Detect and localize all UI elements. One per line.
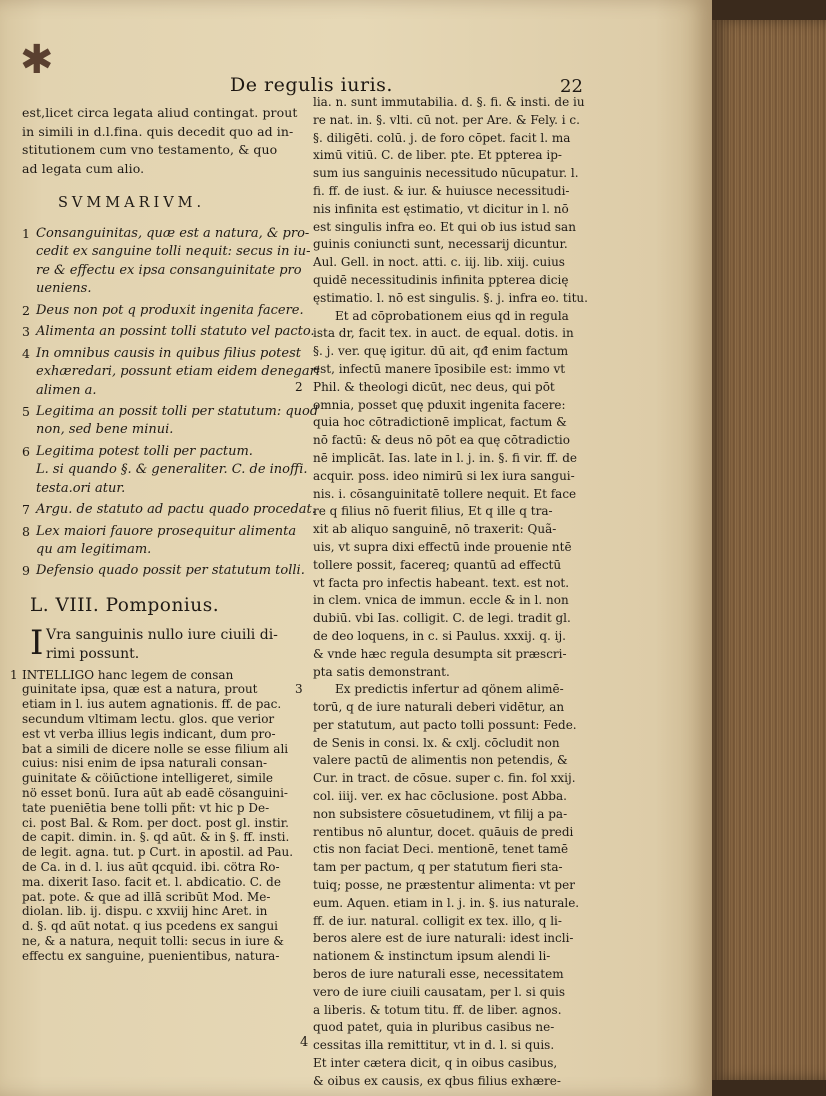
text-line: sum ius sanguinis necessitudo nūcupatur. l. [313,166,579,181]
text-line: de deo loquens, in c. si Paulus. xxxij. q. ij. [313,628,566,643]
text-line: ci. post Bal. & Rom. per doct. post gl. instir. [22,815,289,830]
text-line: ma. dixerit Iaso. facit et. l. abdicatio. C. de [22,874,281,889]
commentary-text [10,667,304,964]
text-line: uis, vt supra dixi effectū inde prouenie ntē [313,539,572,554]
summary-number: 6 [22,443,30,459]
text-line: quia hoc cōtradictionē implicat, factum & [313,415,567,430]
text-line: rimi possunt. [46,645,140,662]
text-line: nö esset bonū. Iura aūt ab eadē cösanguini- [22,786,288,800]
text-line: est singulis infra eo. Et qui ob ius istud san [313,219,576,234]
text-line: cessitas illa remittitur, vt in d. l. si quis. [313,1038,555,1053]
text-line: cuius: nisi enim de ipsa naturali consan- [22,756,268,771]
summary-line: Consanguinitas, quæ est a natura, & pro- [36,225,310,241]
text-line: pta satis demonstrant. [313,664,450,679]
summary-number: 1 [22,225,30,241]
summary-item [22,562,304,581]
summary-number: 7 [22,502,30,518]
lead-paragraph [22,622,304,664]
summary-number: 2 [22,302,30,318]
summary-line: In omnibus causis in quibus filius potest [36,345,301,361]
text-line: guinitate & cöiūctione intelligeret, simile [22,771,274,786]
marginal-number: 3 [295,682,303,697]
text-line: ctis non faciat Deci. mentionē, tenet tamē [313,842,569,857]
text-line: nē implicāt. Ias. late in l. j. in. §. fi vir. ff. de [313,450,577,465]
text-line: lia. n. sunt immutabilia. d. §. fi. & insti. de iu [313,95,585,109]
text-line: a liberis. & totum titu. ff. de liber. agnos. [313,1002,562,1017]
text-line: dubiū. vbi Ias. colligit. C. de legi. tradit gl. [313,611,571,626]
summary-line: Deus non pot q produxit ingenita facere. [36,302,304,318]
summary-heading: SVMMARIVM. [58,195,206,212]
text-line: per statutum, aut pacto tolli possunt: Fede. [313,717,577,732]
text-line: tollere possit, facereq; quantū ad effectū [313,557,562,572]
text-line: nō factū: & deus nō pōt ea quę cōtradictio [313,433,570,448]
text-line: 3 Ex predictis infertur ad qönem alimē- [313,681,706,699]
summary-item [22,403,319,440]
summary-number: 5 [22,404,30,419]
summary-line: Legitima an possit tolli per statutum: quod [36,404,319,419]
text-line: de legit. agna. tut. p Curt. in apostil. ad Pau. [22,845,294,860]
summary-line: qu am legitimam. [36,542,152,558]
summary-line: ueniens. [36,281,92,297]
text-line: ne, & a natura, nequit tolli: secus in iure & [22,933,284,948]
folio-number: 22 [560,76,583,97]
summary-item [22,323,315,342]
text-line: secundum vltimam lectu. glos. que verior [22,712,275,727]
text-line: bat a simili de dicere nolle se esse filium ali [22,741,289,756]
text-line: ximū vitiū. C. de liber. pte. Et ppterea ip- [313,148,562,163]
summary-line: re & effectu ex ipsa consanguinitate pro [36,262,302,278]
text-line: Et inter cætera dicit, q in oibus casibus, [313,1056,558,1071]
summary-line: testa.ori atur. [36,480,126,496]
text-line: in simili in d.l.fina. quis decedit quo ad in- [22,123,294,139]
text-line: nis infinita est ęstimatio, vt dicitur in l. nō [313,201,569,216]
text-line: beros de iure naturali esse, necessitatem [313,967,564,982]
text-line: eum. Aquen. etiam in l. j. in. §. ius naturale. [313,895,580,910]
text-line: col. iiij. ver. ex hac cōclusione. post Abba. [313,789,567,804]
summary-line: Alimenta an possint tolli statuto vel pacto. [36,324,315,340]
text-line: diolan. lib. ij. dispu. c xxviij hinc Aret. in [22,904,268,919]
text-line: & oibus ex causis, ex qbus filius exhære- [313,1073,561,1088]
summary-item [22,501,316,520]
text-line: est, infectū manere īposibile est: immo vt [313,361,566,376]
summary-line: Defensio quado possit per statutum tolli. [36,563,305,579]
summary-item [22,523,304,560]
left-column [10,104,320,964]
text-line: d. §. qd aūt notat. q ius pcedens ex sangui [22,919,279,934]
marginal-number: 4 [300,1035,309,1050]
text-line: 2 Phil. & theologi dicūt, nec deus, qui pōt [313,379,706,397]
text-line: quod patet, quia in pluribus casibus ne- [313,1020,555,1035]
marginal-number: 2 [295,379,303,394]
text-line: omnia, posset quę pduxit ingenita facere: [313,397,566,412]
text-line: ad legata cum alio. [22,160,145,176]
text-line: xit ab aliquo sanguinē, nō traxerit: Quã- [313,522,557,537]
text-line: quidē necessitudinis infinita ppterea dicię [313,272,569,287]
text-line: stitutionem cum vno testamento, & quo [22,142,278,158]
text-line: 1 INTELLIGO hanc legem de consan [10,667,234,682]
text-line: etiam in l. ius autem agnationis. ff. de pac. [22,697,282,712]
text-line: valere pactū de alimentis non petendis, & [313,753,568,768]
drop-capital: I [30,622,44,663]
summary-number: 4 [22,345,30,361]
text-line: beros alere est de iure naturali: idest incli- [313,931,574,946]
summary-number: 3 [22,324,30,340]
summary-item [22,345,320,400]
text-line: vt facta pro infectis habeant. text. est not. [313,575,570,590]
summary-list [22,225,320,581]
summary-line: non, sed bene minui. [36,422,174,438]
text-line: Vra sanguinis nullo iure ciuili di- [46,626,278,643]
summary-item [22,302,304,321]
text-line: est vt verba illius legis indicant, dum pro- [22,726,276,741]
summary-line: Legitima potest tolli per pactum. [36,443,253,459]
text-line: nationem & instinctum ipsum alendi li- [313,949,551,964]
text-line: effectu ex sanguine, puenientibus, natura- [22,948,280,963]
text-line: & vnde hæc regula desumpta sit præscri- [313,646,567,661]
text-line: de Senis in consi. lx. & cxlj. cōcludit non [313,735,560,750]
summary-line: Argu. de statuto ad pactu quado procedat. [36,502,316,518]
text-line: tuiq; posse, ne præstentur alimenta: vt per [313,878,575,893]
text-line: torū, q de iure naturali deberi vidētur, an [313,700,565,715]
summary-item [22,225,311,299]
summary-line: alimen a. [36,382,97,398]
text-line: vero de iure ciuili causatam, per l. si quis [313,984,566,999]
text-line: Cur. in tract. de cōsue. super c. fin. fol xxij. [313,771,576,786]
text-line: tam per pactum, q per statutum fieri sta- [313,860,563,875]
law-heading: L. VIII. Pomponius. [30,595,220,617]
summary-number: 8 [22,523,30,539]
summary-line: Lex maiori fauore prosequitur alimenta [36,523,297,539]
text-line: tate pueniētia bene tolli pñt: vt hic p De- [22,800,270,815]
right-column [295,94,706,1091]
summary-number: 9 [22,563,30,579]
text-line: est,licet circa legata aliud contingat. prout [22,105,298,120]
text-line: in clem. vnica de immun. eccle & in l. non [313,593,569,608]
book-fore-edge [712,20,826,1080]
intro-paragraph [22,104,304,178]
summary-item [22,443,308,498]
text-line: Aul. Gell. in noct. atti. c. iij. lib. xiij. cuius [313,255,565,270]
text-line: de Ca. in d. l. ius aūt qcquid. ibi. cötra Ro- [22,859,280,874]
text-line: acquir. poss. ideo nimirū si lex iura sangui- [313,468,575,483]
text-line: guinis coniuncti sunt, necessarij dicuntur. [313,237,568,252]
text-line: re q filius nō fuerit filius, Et q ille q tra- [313,504,553,519]
text-line: nis. i. cōsanguinitatē tollere nequit. Et face [313,486,577,501]
text-line: ęstimatio. l. nō est singulis. §. j. infra eo. titu. [313,290,588,305]
summary-line: L. si quando §. & generaliter. C. de inoffi. [36,462,308,478]
text-line: guinitate ipsa, quæ est a natura, prout [22,682,258,697]
text-line: §. j. ver. quę igitur. dū ait, qđ enim factum [313,344,569,359]
text-line: pat. pote. & que ad illā scribūt Mod. Me- [22,889,271,904]
text-line: ff. de iur. natural. colligit ex tex. illo, q li- [313,913,562,928]
marginal-number: 1 [10,667,18,682]
text-line: Et ad cōprobationem eius qd in regula [335,308,569,323]
text-line: rentibus nō aluntur, docet. quāuis de predi [313,824,574,839]
running-title: De regulis iuris. [230,74,393,96]
text-line: fi. ff. de iust. & iur. & huiusce necessitudi- [313,183,570,198]
text-line: §. diligēti. colū. j. de foro cōpet. facit l. ma [313,130,571,145]
summary-line: exhæredari, possunt etiam eidem denegari [36,364,320,380]
text-line: de capit. dimin. in. §. qd aūt. & in §. ff. insti. [22,830,290,845]
ink-blot-mark: ✱ [20,37,54,83]
text-line: re nat. in. §. vlti. cū not. per Are. & Fely. i c. [313,112,580,127]
text-line: non subsistere cōsuetudinem, vt filij a pa- [313,806,568,821]
summary-line: cedit ex sanguine tolli nequit: secus in iu- [36,244,311,260]
text-line: ista dr, facit tex. in auct. de equal. dotis. in [313,326,574,341]
